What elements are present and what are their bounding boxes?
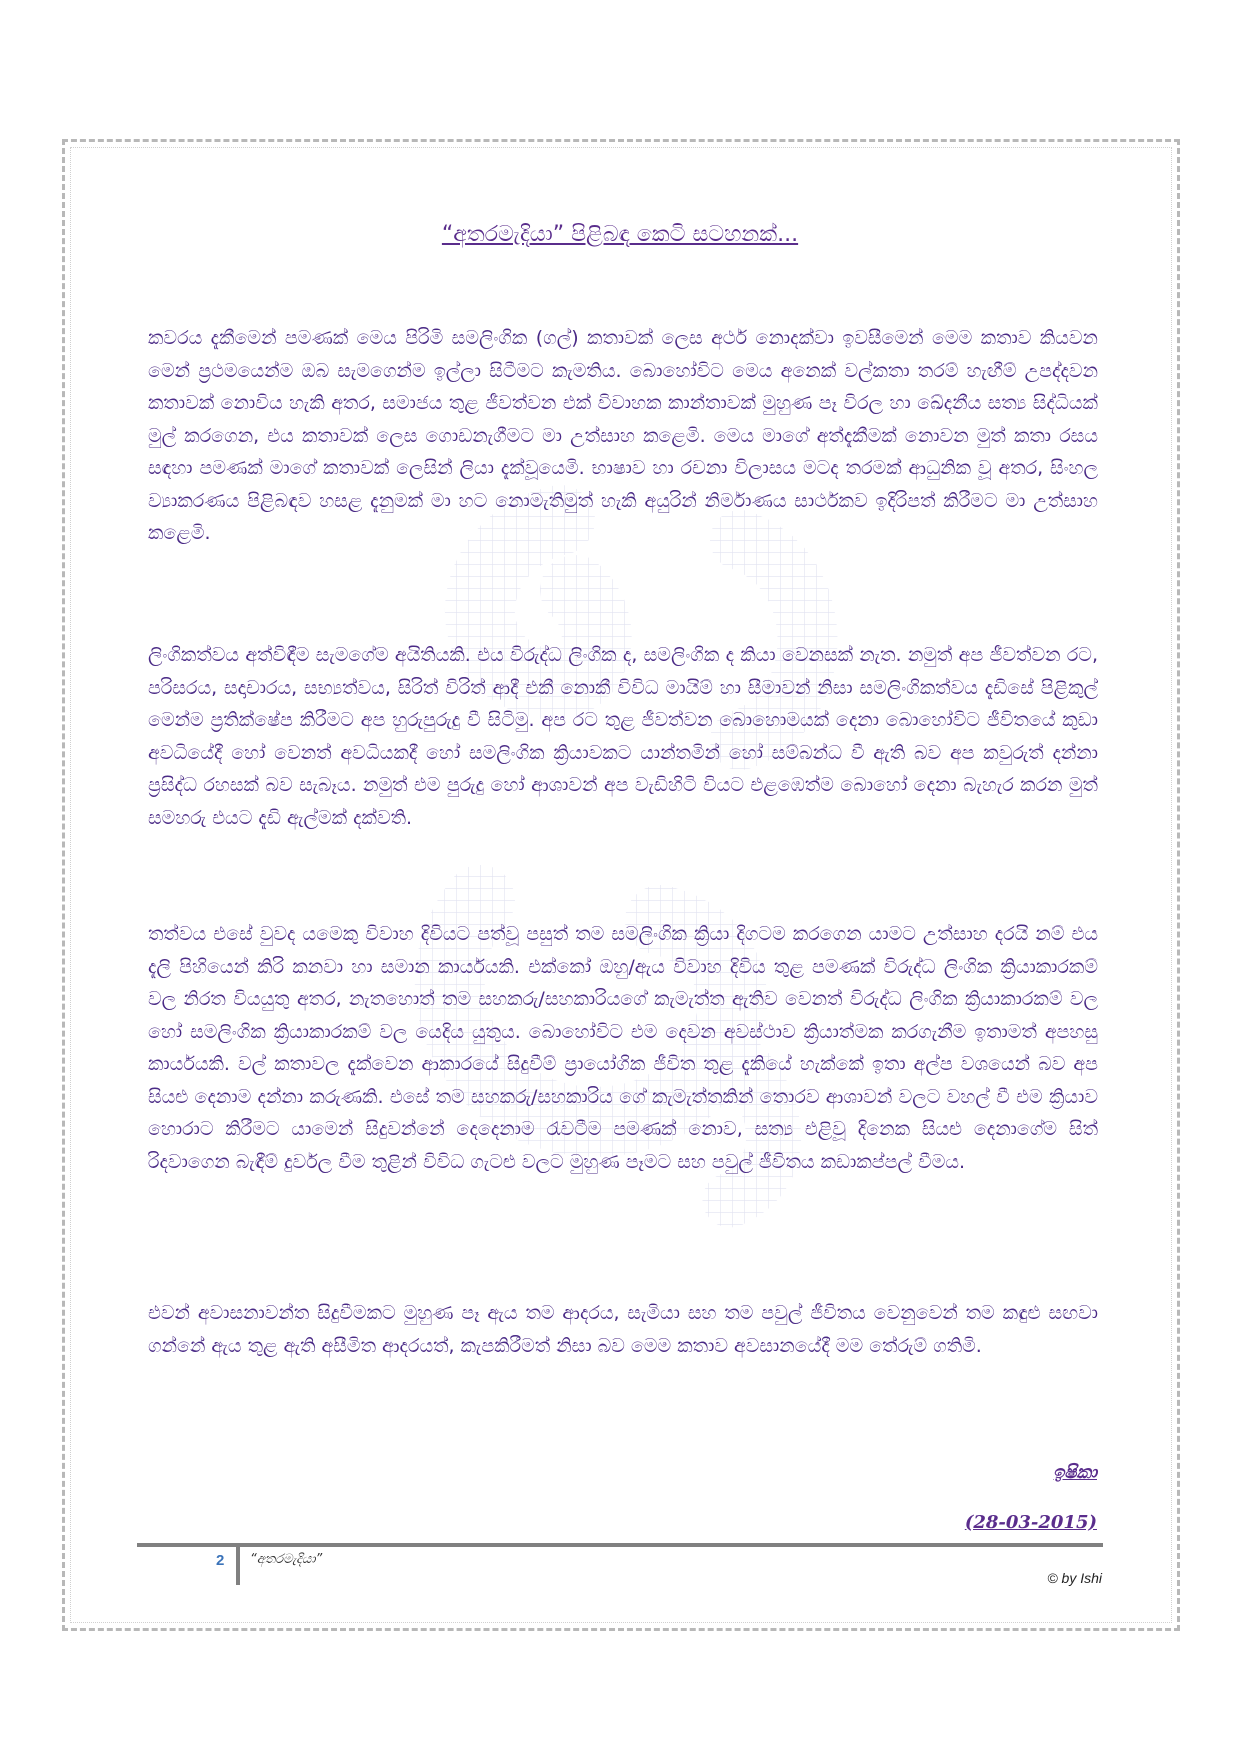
author-signature: ඉෂිකා <box>1053 1462 1097 1483</box>
footer-running-title: “අතරමැදියා” <box>250 1552 323 1567</box>
copyright-notice: © by Ishi <box>1047 1570 1102 1586</box>
paragraph-2: ලිංගිකත්වය අත්විඳීම සැමගේම අයිතියකි. එය විරුද්ධ ලිංගික ද, සමලිංගික ද කියා වෙනසක් නැත. නමුත් අප ජීවත්වන රට, පරිසරය, සදාචාරය, සභ්‍යත්වය, සිරිත් විරිත් ආදී එකී නොකී විවිධ මායිම් හා සීමාවන් නිසා සමලිංගිකත්වය දැඩිසේ පිළිකුල් මෙන්ම ප්‍රතික්ෂේප කිරීමට අප හුරුපුරුදු වී සිටිමු. අප රට තුළ ජීවත්වන බොහොමයක් දෙනා බොහෝවිට ජීවිතයේ කුඩා අවධියේදී හෝ වෙනත් අවධියකදී හෝ සමලිංගික ක්‍රියාවකට යාන්තමින් හෝ සම්බන්ධ වී ඇති බව අප කවුරුත් දන්නා ප්‍රසිද්ධ රහසක් බව සැබෑය. නමුත් එම පුරුදු හෝ ආශාවන් අප වැඩිහිටි වියට එළඹෙත්ම බොහෝ දෙනා බැහැර කරන මුත් සමහරු එයට දැඩි ඇල්මක් දක්වති. <box>148 644 1098 829</box>
document-title: “අතරමැදියා” පිළිබඳ කෙටි සටහනක්... <box>441 222 799 247</box>
footer-rule <box>137 1543 1103 1547</box>
paragraph-1: කවරය දැකීමෙන් පමණක් මෙය පිරිමි සමලිංගික (ගල්) කතාවක් ලෙස අර්ථ නොදක්වා ඉවසීමෙන් මෙම කතාව කියවන මෙන් ප්‍රථමයෙන්ම ඔබ සැමගෙන්ම ඉල්ලා සිටීමට කැමතිය. බොහෝවිට මෙය අනෙක් වල්කතා තරම් හැඟීම් උපද්දවන කතාවක් නොවිය හැකි අතර, සමාජය තුළ ජීවත්වන එක් විවාහක කාන්තාවක් මුහුණ පෑ විරල හා ඛේදනීය සත්‍ය සිද්ධියක් මුල් කරගෙන, එය කතාවක් ලෙස ගොඩනැගීමට මා උත්සාහ කළෙමි. මෙය මාගේ අත්දැකීමක් නොවන මුත් කතා රසය සඳහා පමණක් මාගේ කතාවක් ලෙසින් ලියා දැක්වූයෙමි. භාෂාව හා රචනා විලාසය මටද තරමක් ආධුනික වූ අතර, සිංහල ව්‍යාකරණය පිළිබඳව හසළ දැනුමක් මා හට නොමැතිමුත් හැකි අයුරින් නිර්මාණය සාර්ථකව ඉදිරිපත් කිරීමට මා උත්සාහ කළෙමි. <box>148 327 1098 544</box>
footer-divider <box>236 1547 240 1585</box>
document-date: (28-03-2015) <box>964 1512 1097 1533</box>
page-number: 2 <box>216 1552 225 1569</box>
paragraph-3: තත්වය එසේ වුවද යමෙකු විවාහ දිවියට පත්වූ පසුත් තම සමලිංගික ක්‍රියා දිගටම කරගෙන යාමට උත්සාහ දරයි නම් එය දැලි පිහියෙන් කිරි කනවා හා සමාන කාර්යයකි. එක්කෝ ඔහු/ඇය විවාහ දිවිය තුළ පමණක් විරුද්ධ ලිංගික ක්‍රියාකාරකම් වල නිරත වියයුතු අතර, නැතහොත් තම සහකරු/සහකාරියගේ කැමැත්ත ඇතිව වෙනත් විරුද්ධ ලිංගික ක්‍රියාකාරකම් වල හෝ සමලිංගික ක්‍රියාකාරකම් වල යෙදිය යුතුය. බොහෝවිට එම දෙවන අවස්ථාව ක්‍රියාත්මක කරගැනීම ඉතාමත් අපහසු කාර්යයකි. වල් කතාවල දැක්වෙන ආකාරයේ සිදුවීම් ප්‍රායෝගික ජීවිත තුළ දැකියේ හැක්කේ ඉතා අල්ප වශයෙන් බව අප සියළු දෙනාම දන්නා කරුණකි. එසේ තම සහකරු/සහකාරිය ගේ කැමැත්තකින් තොරව ආශාවන් වලට වහල් වී එම ක්‍රියාව හොරාට කිරීමට යාමෙන් සිදුවන්නේ දෙදෙනාම රැවටීම පමණක් නොව, සත්‍ය එළිවූ දිනෙක සියළු දෙනාගේම සිත් රිදවාගෙන බැඳීම් දුර්වල වීම තුළින් විවිධ ගැටළු වලට මුහුණ පෑමට සහ පවුල් ජීවිතය කඩාකප්පල් වීමය. <box>148 923 1098 1173</box>
paragraph-4: එවන් අවාසනාවන්ත සිදුවීමකට මුහුණ පෑ ඇය තම ආදරය, සැමියා සහ තම පවුල් ජීවිතය වෙනුවෙන් තම කඳුළු සඟවා ගන්නේ ඇය තුළ ඇති අසීමිත ආදරයත්, කැපකිරීමත් නිසා බව මෙම කතාව අවසානයේදී මම තේරුම් ගතිමි. <box>148 1302 1098 1357</box>
